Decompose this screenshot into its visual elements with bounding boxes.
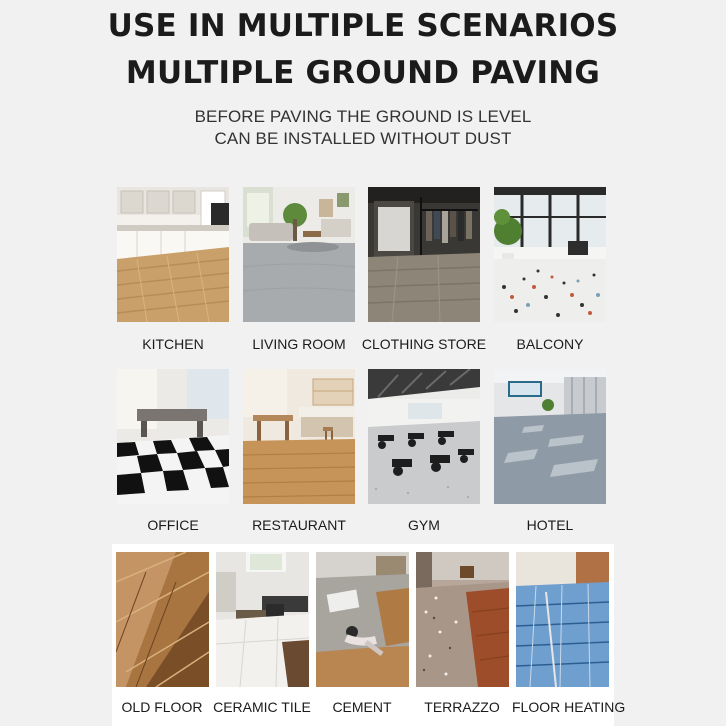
scenario-label-clothing-store: CLOTHING STORE: [361, 336, 487, 352]
scenario-label-hotel: HOTEL: [526, 517, 574, 533]
old-floor-photo: [116, 552, 209, 687]
hotel-photo: [494, 369, 606, 504]
ground-label-terrazzo: TERRAZZO: [424, 699, 500, 715]
office-photo: [117, 369, 229, 504]
kitchen-photo: [117, 187, 229, 322]
ground-label-old-floor: OLD FLOOR: [121, 699, 203, 715]
ground-label-floor-heating: FLOOR HEATING: [512, 699, 626, 715]
subtitle-line-2: CAN BE INSTALLED WITHOUT DUST: [214, 129, 512, 148]
scenario-label-restaurant: RESTAURANT: [252, 517, 346, 533]
gym-photo: [368, 369, 480, 504]
subtitle-line-1: BEFORE PAVING THE GROUND IS LEVEL: [194, 107, 532, 126]
balcony-photo: [494, 187, 606, 322]
scenario-label-living-room: LIVING ROOM: [252, 336, 346, 352]
ceramic-tile-photo: [216, 552, 309, 687]
terrazzo-photo: [416, 552, 509, 687]
cement-photo: [316, 552, 409, 687]
scenario-label-office: OFFICE: [147, 517, 199, 533]
floor-heating-photo: [516, 552, 609, 687]
restaurant-photo: [243, 369, 355, 504]
headline-line-2: MULTIPLE GROUND PAVING: [125, 55, 601, 91]
living-room-photo: [243, 187, 355, 322]
ground-label-ceramic-tile: CERAMIC TILE: [213, 699, 311, 715]
ground-label-cement: CEMENT: [332, 699, 392, 715]
scenario-label-gym: GYM: [408, 517, 440, 533]
scenario-label-kitchen: KITCHEN: [142, 336, 204, 352]
headline-line-1: USE IN MULTIPLE SCENARIOS: [107, 8, 619, 44]
clothing-store-photo: [368, 187, 480, 322]
scenario-label-balcony: BALCONY: [516, 336, 584, 352]
